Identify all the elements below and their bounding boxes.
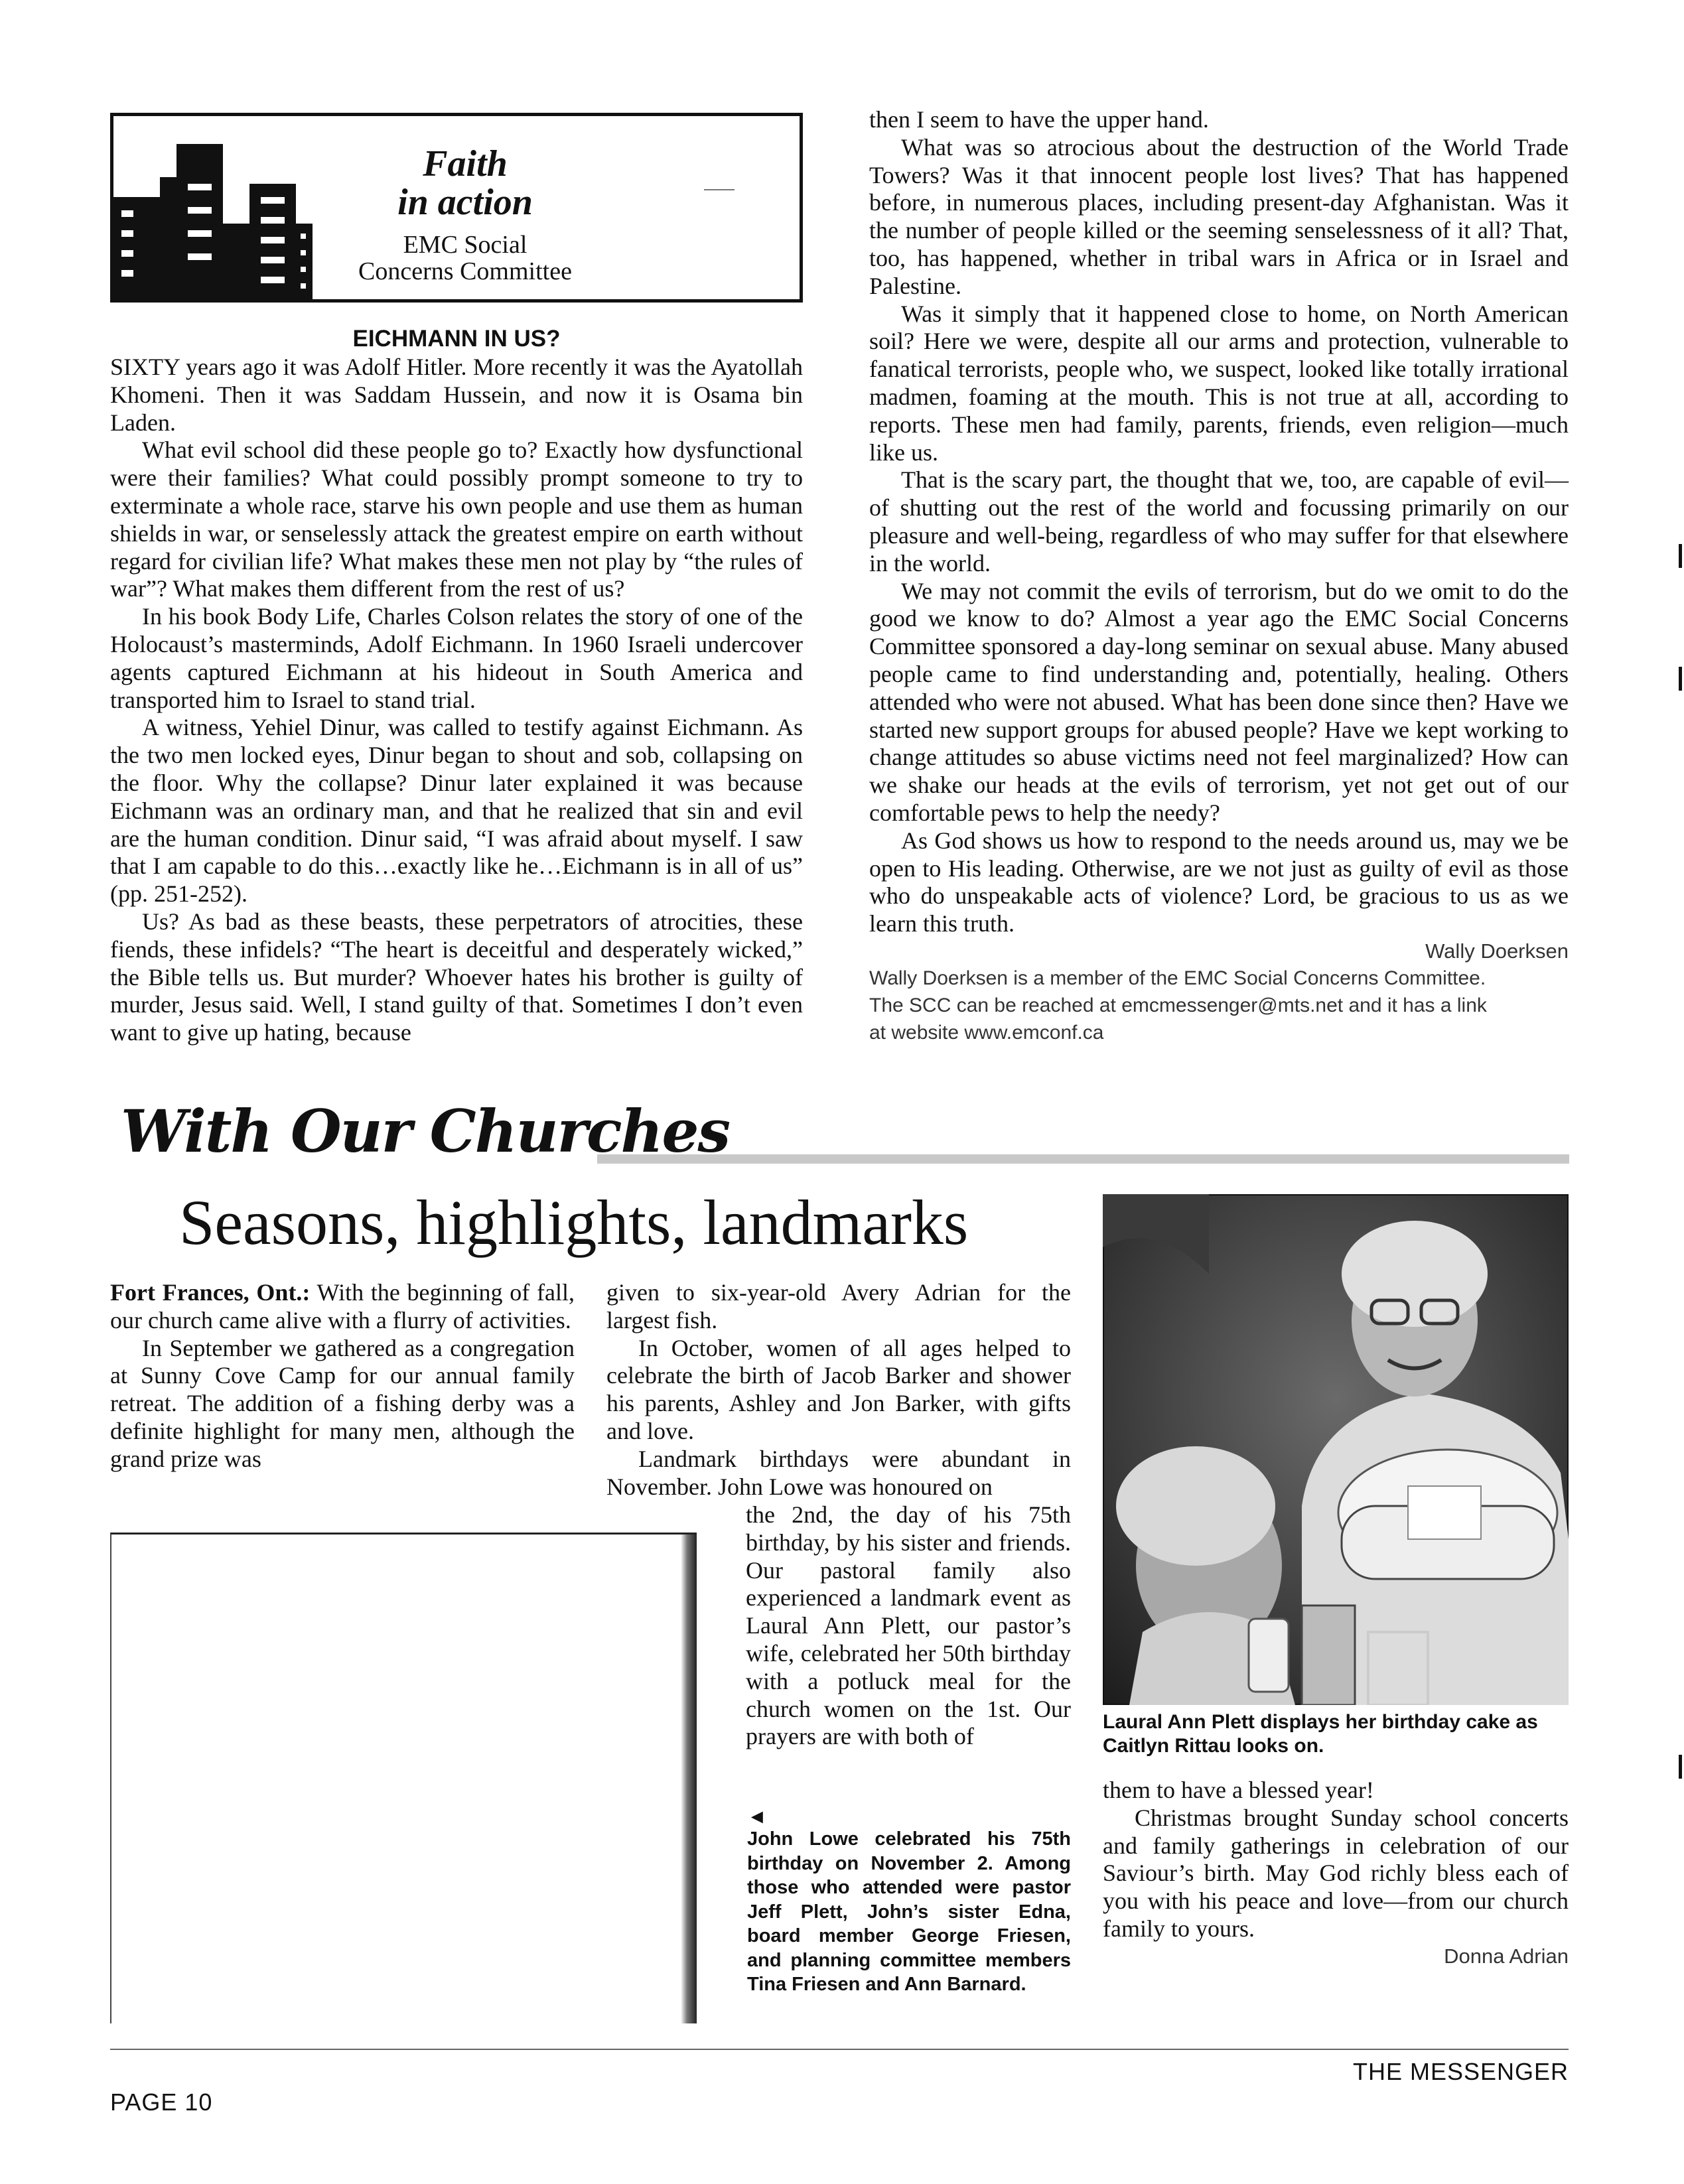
article1-paragraph: SIXTY years ago it was Adolf Hitler. More recently it was the Ayatollah Khomeni. Then it was Saddam Hussein, and now it is Osama bin Laden. — [110, 354, 803, 436]
john-lowe-photo — [110, 1533, 697, 2023]
article1-right-column — [869, 106, 1569, 1046]
section-banner-bar — [597, 1154, 1569, 1164]
article2-paragraph: Landmark birthdays were abundant in November. John Lowe was honoured on — [606, 1445, 1071, 1500]
photo-edge-shadow — [681, 1535, 697, 2023]
section-banner-title: With Our Churches — [121, 1097, 730, 1166]
article2-paragraph: them to have a blessed year! — [1103, 1777, 1374, 1803]
article1-paragraph: Was it simply that it happened close to home, on North American soil? Here we were, despite all our arms and protection, vulnerable to fanatical terrorists, people who, we suspect, looked like totally irrational madmen, foaming at the mouth. This is not true at all, according to reports. These men had family, parents, friends, even religion—much like us. — [869, 300, 1569, 466]
eichmann-headline: EICHMANN IN US? — [352, 326, 561, 352]
registration-mark — [1679, 1755, 1682, 1779]
registration-mark — [1679, 667, 1682, 691]
article1-paragraph: In his book Body Life, Charles Colson relates the story of one of the Holocaust’s masterminds, Adolf Eichmann. In 1960 Israeli undercover agents captured Eichmann at his hideout in South America and transported him to Israel to stand trial. — [110, 603, 803, 713]
article2-column1 — [110, 1279, 575, 1473]
article2-headline: Seasons, highlights, landmarks — [179, 1187, 969, 1258]
box-subtitle-line2: Concerns Committee — [358, 257, 572, 285]
author-bio-line3: at website www.emconf.ca — [869, 1021, 1104, 1044]
article1-paragraph: As God shows us how to respond to the needs around us, may we be open to His leading. Otherwise, are we not just as guilty of evil as those who do unspeakable acts of violence? Lord, be gracious to us as we learn this truth. — [869, 827, 1569, 937]
article2-column2-continued — [746, 1501, 1071, 1751]
article2-paragraph: In September we gathered as a congregation at Sunny Cove Camp for our annual family retreat. The addition of a fishing derby was a definite highlight for many men, although the grand prize was — [110, 1334, 575, 1472]
article1-paragraph: A witness, Yehiel Dinur, was called to testify against Eichmann. As the two men locked eyes, Dinur began to shout and sob, collapsing on the floor. Why the collapse? Dinur later explained it was because Eichmann was an ordinary man, and that he realized that sin and evil are the human condition. Dinur said, “I was afraid about myself. I saw that I am capable to do this…exactly like he…Eichmann is in all of us” (pp. 251-252). — [110, 714, 803, 908]
footer-rule — [110, 2049, 1569, 2050]
laural-plett-caption: Laural Ann Plett displays her birthday cake as Caitlyn Rittau looks on. — [1103, 1711, 1538, 1757]
article2-column3 — [1103, 1777, 1569, 1970]
article1-paragraph: We may not commit the evils of terrorism, but do we omit to do the good we know to do? Almost a year ago the EMC Social Concerns Committee sponsored a day-long seminar on sexual abuse. Many abused people came to find understanding and, potentially, healing. Others attended who were not abused. What has been done since then? Have we started new support groups for abused people? Have we kept working to change attitudes so abuse victims need not feel marginalized? How can we shake our heads at the evils of terrorism, yet not get out of our comfortable pews to help the needy? — [869, 577, 1569, 826]
birthday-cake-photo — [1103, 1194, 1569, 1705]
box-title-line1: Faith — [423, 143, 508, 184]
registration-mark — [1679, 544, 1682, 568]
page-number: PAGE 10 — [110, 2088, 213, 2116]
article2-paragraph: given to six-year-old Avery Adrian for the largest fish. — [606, 1279, 1071, 1333]
article1-left-column — [110, 354, 803, 1047]
magazine-name: THE MESSENGER — [1352, 2058, 1569, 2085]
box-subtitle-line1: EMC Social — [403, 231, 527, 259]
article2-signature: Donna Adrian — [1444, 1944, 1569, 1968]
dateline-place: Fort Frances, Ont.: — [110, 1279, 311, 1306]
article1-paragraph: then I seem to have the upper hand. — [869, 106, 1209, 133]
article1-paragraph: Us? As bad as these beasts, these perpetrators of atrocities, these fiends, these infidels? “The heart is deceitful and desperately wicked,” the Bible tells us. But murder? Whoever hates his brother is guilty of murder, Jesus said. Well, I stand guilty of that. Sometimes I don’t even want to give up hating, because — [110, 908, 803, 1046]
box-title-line2: in action — [397, 182, 533, 223]
article2-paragraph: the 2nd, the day of his 75th birthday, by his sister and friends. Our pastoral family also experienced a landmark event as Laural Ann Plett, our pastor’s wife, celebrated her 50th birthday with a potluck meal for the church women on the 1st. Our prayers are with both of — [746, 1501, 1071, 1750]
caption-arrow-icon: ◄ — [747, 1806, 767, 1828]
article2-paragraph: In October, women of all ages helped to celebrate the birth of Jacob Barker and shower his parents, Ashley and Jon Barker, with gifts and love. — [606, 1334, 1071, 1444]
author-bio-line1: Wally Doerksen is a member of the EMC Social Concerns Committee. — [869, 967, 1486, 989]
author-bio-line2: The SCC can be reached at emcmessenger@mts.net and it has a link — [869, 994, 1487, 1016]
article1-paragraph: What evil school did these people go to? Exactly how dysfunctional were their families? What could possibly prompt someone to try to exterminate a whole race, starve his own people and use them as human shields in war, or senselessly attack the greatest empire on earth without regard for civilian life? What makes these men not play by “the rules of war”? What makes them different from the rest of us? — [110, 437, 803, 602]
article2-paragraph: With the beginning of fall, our church came alive with a flurry of activities. — [110, 1279, 575, 1333]
box-divider — [704, 189, 735, 190]
article1-signature: Wally Doerksen — [1425, 939, 1569, 963]
article1-paragraph: What was so atrocious about the destruction of the World Trade Towers? Was it that innocent people lost lives? That has happened before, in numerous places, including present-day Afghanistan. Was it the number of people killed or the seeming senselessness of it all? That, too, has happened, whether in tribal wars in Africa or in Israel and Palestine. — [869, 133, 1569, 299]
city-skyline-icon — [113, 144, 313, 301]
article2-paragraph: Christmas brought Sunday school concerts and family gatherings in celebration of our Saviour’s birth. May God richly bless each of you with his peace and love—from our church family to yours. — [1103, 1804, 1569, 1942]
caption-text: John Lowe celebrated his 75th birthday on November 2. Among those who attended were pastor Jeff Plett, John’s sister Edna, board member George Friesen, and planning committee members Tina Friesen and Ann Barnard. — [747, 1828, 1071, 1995]
faith-in-action-box — [110, 113, 803, 303]
article2-column2 — [606, 1279, 1071, 1501]
article1-paragraph: That is the scary part, the thought that we, too, are capable of evil—of shutting out the rest of the world and focussing primarily on our pleasure and well-being, regardless of who may suffer for that elsewhere in the world. — [869, 466, 1569, 577]
john-lowe-caption — [747, 1807, 1071, 1997]
